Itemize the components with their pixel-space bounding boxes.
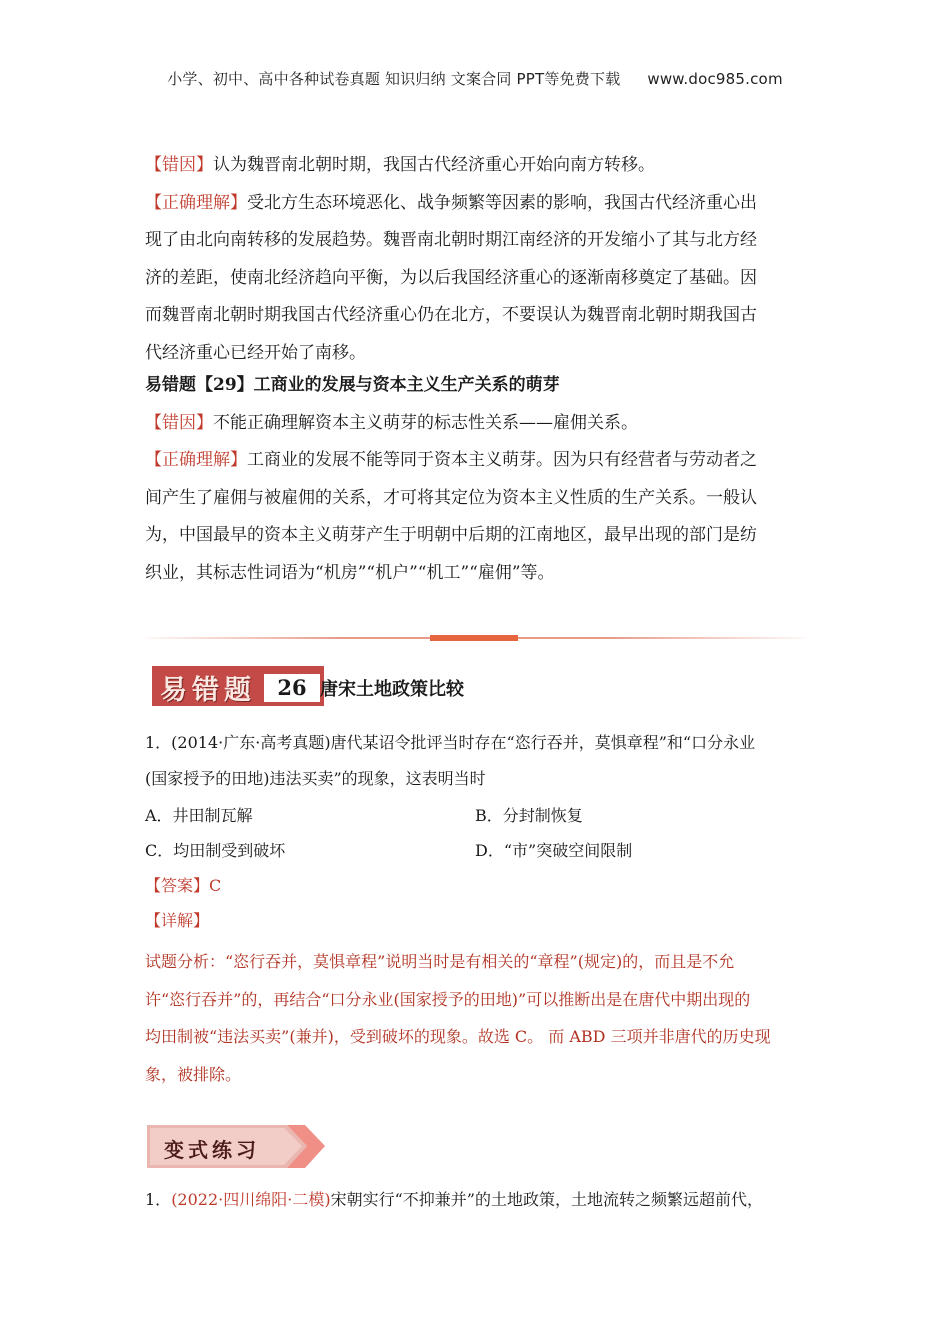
option-c[interactable]: C．均田制受到破坏 <box>145 841 286 860</box>
question2-stem <box>145 1187 763 1210</box>
question-stem-line: 1．(2014·广东·高考真题)唐代某诏令批评当时存在“恣行吞并，莫惧章程”和“口分永业 <box>145 733 756 752</box>
section-divider-accent <box>430 635 518 641</box>
cuoyin-text: 不能正确理解资本主义萌芽的标志性关系——雇佣关系。 <box>213 412 638 433</box>
question2-text: 宋朝实行“不抑兼并”的土地政策，土地流转之频繁远超前代， <box>330 1190 763 1209</box>
section-title: 易错题【29】工商业的发展与资本主义生产关系的萌芽 <box>145 375 560 395</box>
cuoyin-paragraph <box>145 147 805 185</box>
section-jin-error <box>145 147 805 372</box>
zhengque-line: 现了由北向南转移的发展趋势。魏晋南北朝时期江南经济的开发缩小了其与北方经 <box>145 230 757 250</box>
question-stem-line: (国家授予的田地)违法买卖”的现象，这表明当时 <box>145 769 486 788</box>
zhengque-line: 织业，其标志性词语为“机房”“机户”“机工”“雇佣”等。 <box>145 562 555 583</box>
detail-label: 【详解】 <box>145 911 210 930</box>
analysis-line: 均田制被“违法买卖”(兼并)，受到破坏的现象。故选 C。 而 ABD 三项并非唐代的历史现 <box>145 1027 771 1046</box>
zhengque-line: 为，中国最早的资本主义萌芽产生于明朝中后期的江南地区，最早出现的部门是纺 <box>145 525 757 545</box>
cuoyin-text: 认为魏晋南北朝时期，我国古代经济重心开始向南方转移。 <box>213 155 655 175</box>
zhengque-label: 【正确理解】 <box>145 192 247 213</box>
analysis-line: 许“恣行吞并”的，再结合“口分永业(国家授予的田地)”可以推断出是在唐代中期出现的 <box>145 989 751 1009</box>
header-site-link[interactable]: www.doc985.com <box>647 70 783 88</box>
answer-value: C <box>209 876 222 895</box>
option-b[interactable]: B．分封制恢复 <box>475 806 583 825</box>
cuoyin-label: 【错因】 <box>145 155 213 175</box>
zhengque-line: 受北方生态环境恶化、战争频繁等因素的影响，我国古代经济重心出 <box>247 192 757 213</box>
question2-source: (2022·四川绵阳·二模) <box>171 1190 331 1209</box>
option-d[interactable]: D．“市”突破空间限制 <box>475 841 633 860</box>
analysis-block <box>145 943 805 1093</box>
variant-label: 变式练习 <box>164 1138 260 1162</box>
analysis-line: 试题分析：“恣行吞并，莫惧章程”说明当时是有相关的“章程”(规定)的，而且是不允 <box>145 952 735 971</box>
zhengque-paragraph <box>145 442 805 592</box>
banner-title: 唐宋土地政策比较 <box>320 679 464 700</box>
zhengque-line: 工商业的发展不能等同于资本主义萌芽。因为只有经营者与劳动者之 <box>247 450 757 470</box>
banner-label: 易错题 <box>160 675 256 706</box>
cuoyin-label: 【错因】 <box>145 412 213 433</box>
banner-number: 26 <box>264 674 320 702</box>
analysis-line: 象，被排除。 <box>145 1064 242 1084</box>
answer-line <box>145 873 221 896</box>
section-capitalism <box>145 367 805 592</box>
cuoyin-paragraph <box>145 405 805 443</box>
option-a[interactable]: A．井田制瓦解 <box>145 806 253 825</box>
zhengque-line: 济的差距，使南北经济趋向平衡，为以后我国经济重心的逐渐南移奠定了基础。因 <box>145 267 757 288</box>
zhengque-paragraph <box>145 185 805 373</box>
zhengque-line: 而魏晋南北朝时期我国古代经济重心仍在北方，不要误认为魏晋南北朝时期我国古 <box>145 305 757 325</box>
question2-number: 1． <box>145 1190 172 1209</box>
header-text: 小学、初中、高中各种试卷真题 知识归纳 文案合同 PPT等免费下载 <box>167 70 621 88</box>
zhengque-line: 代经济重心已经开始了南移。 <box>145 342 366 363</box>
answer-label: 【答案】 <box>145 876 210 895</box>
page-header <box>0 68 950 89</box>
zhengque-line: 间产生了雇佣与被雇佣的关系，才可将其定位为资本主义性质的生产关系。一般认 <box>145 487 757 508</box>
zhengque-label: 【正确理解】 <box>145 450 247 470</box>
